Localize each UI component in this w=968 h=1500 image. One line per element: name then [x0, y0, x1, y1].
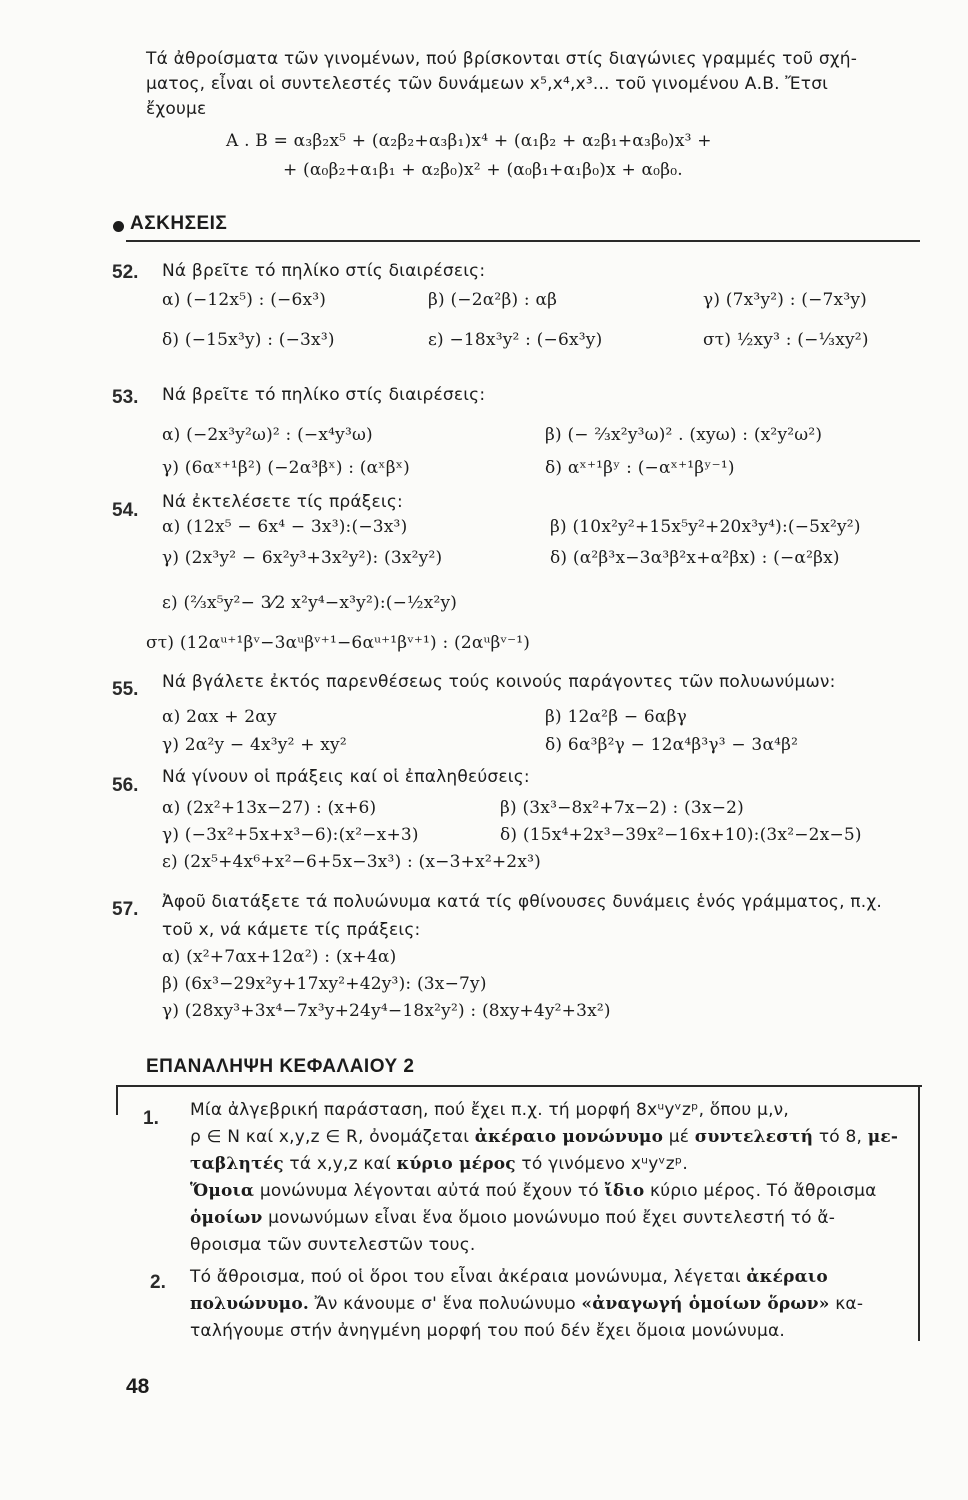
review-item-2-line-2: πολυώνυμο. Ἄν κάνουμε σ' ἕνα πολυώνυμο «ἀναγωγή ὁμοίων ὅρων» κα-	[190, 1294, 864, 1314]
product-formula-line-1: Α . Β = α₃β₂x⁵ + (α₂β₂+α₃β₁)x⁴ + (α₁β₂ + α₂β₁+α₃β₀)x³ +	[226, 131, 712, 151]
exercise-number-56: 56.	[112, 775, 139, 796]
review-item-2-line-1: Τό ἄθροισμα, πού οἱ ὅροι του εἶναι ἀκέραια μονώνυμα, λέγεται ἀκέραιο	[190, 1267, 828, 1287]
exercise-54-b: β) (10x²y²+15x⁵y²+20x³y⁴):(−5x²y²)	[550, 517, 861, 537]
exercise-55-a: α) 2αx + 2αy	[162, 707, 277, 727]
exercise-53-b: β) (− ⅔x²y³ω)² . (xyω) : (x²y²ω²)	[545, 425, 823, 445]
exercise-52-d: δ) (−15x³y) : (−3x³)	[162, 330, 335, 350]
intro-line-2: ματος, εἶναι οἱ συντελεστές τῶν δυνάμεων x⁵,x⁴,x³... τοῦ γινομένου Α.Β. Ἔτσι	[146, 74, 829, 94]
exercise-number-55: 55.	[112, 679, 139, 700]
exercise-57-c: γ) (28xy³+3x⁴−7x³y+24y⁴−18x²y²) : (8xy+4y²+3x²)	[162, 1001, 611, 1021]
review-item-number-2: 2.	[150, 1272, 166, 1293]
exercise-57-a: α) (x²+7αx+12α²) : (x+4α)	[162, 947, 397, 967]
review-box-top-border	[116, 1085, 922, 1087]
review-box-right-border	[918, 1085, 920, 1341]
review-item-1-line-4: Ὅμοια μονώνυμα λέγονται αὐτά πού ἔχουν τό ἴδιο κύριο μέρος. Τό ἄθροισμα	[190, 1181, 877, 1201]
exercise-54-st: στ) (12αᵘ⁺¹βᵛ−3αᵘβᵛ⁺¹−6αᵘ⁺¹βᵛ⁺¹) : (2αᵘβᵛ⁻¹)	[146, 633, 531, 653]
exercise-57-b: β) (6x³−29x²y+17xy²+42y³): (3x−7y)	[162, 974, 487, 994]
exercise-57-prompt-1: Ἀφοῦ διατάξετε τά πολυώνυμα κατά τίς φθίνουσες δυνάμεις ἑνός γράμματος, π.χ.	[162, 892, 882, 912]
intro-line-3: ἔχουμε	[146, 99, 207, 119]
exercises-heading: ΑΣΚΗΣΕΙΣ	[130, 213, 228, 234]
exercise-55-prompt: Νά βγάλετε ἐκτός παρενθέσεως τούς κοινούς παράγοντες τῶν πολυωνύμων:	[162, 672, 836, 692]
review-item-1-line-2: ρ ∈ N καί x,y,z ∈ R, ὀνομάζεται ἀκέραιο μονώνυμο μέ συντελεστή τό 8, με-	[190, 1127, 899, 1147]
exercise-53-prompt: Νά βρεῖτε τό πηλίκο στίς διαιρέσεις:	[162, 385, 486, 405]
exercise-54-e: ε) (⅔x⁵y²− 3⁄2 x²y⁴−x³y²):(−½x²y)	[162, 593, 458, 613]
exercise-56-a: α) (2x²+13x−27) : (x+6)	[162, 798, 377, 818]
exercise-53-c: γ) (6αˣ⁺¹β²) (−2α³βˣ) : (αˣβˣ)	[162, 458, 410, 478]
exercise-52-a: α) (−12x⁵) : (−6x³)	[162, 290, 327, 310]
review-heading: ΕΠΑΝΑΛΗΨΗ ΚΕΦΑΛΑΙΟΥ 2	[146, 1056, 415, 1077]
exercise-53-a: α) (−2x³y²ω)² : (−x⁴y³ω)	[162, 425, 373, 445]
exercise-54-a: α) (12x⁵ − 6x⁴ − 3x³):(−3x³)	[162, 517, 408, 537]
exercise-52-c: γ) (7x³y²) : (−7x³y)	[703, 290, 867, 310]
exercise-number-54: 54.	[112, 500, 139, 521]
page-number: 48	[126, 1375, 150, 1398]
review-item-2-line-3: ταλήγουμε στήν ἀνηγμένη μορφή του πού δέν ἔχει ὅμοια μονώνυμα.	[190, 1321, 785, 1341]
review-item-1-line-1: Μία ἀλγεβρική παράσταση, πού ἔχει π.χ. τή μορφή 8xᵘyᵛzᵖ, ὅπου μ,ν,	[190, 1100, 789, 1120]
exercise-55-d: δ) 6α³β²γ − 12α⁴β³γ³ − 3α⁴β²	[545, 735, 799, 755]
section-rule	[126, 240, 920, 242]
exercise-54-prompt: Νά ἐκτελέσετε τίς πράξεις:	[162, 492, 403, 512]
exercise-56-b: β) (3x³−8x²+7x−2) : (3x−2)	[500, 798, 744, 818]
intro-line-1: Τά ἀθροίσματα τῶν γινομένων, πού βρίσκονται στίς διαγώνιες γραμμές τοῦ σχή-	[146, 49, 858, 69]
review-item-1-line-5: ὁμοίων μονωνύμων εἶναι ἕνα ὅμοιο μονώνυμο πού ἔχει συντελεστή τό ἄ-	[190, 1208, 836, 1228]
exercise-56-d: δ) (15x⁴+2x³−39x²−16x+10):(3x²−2x−5)	[500, 825, 862, 845]
exercise-56-c: γ) (−3x²+5x+x³−6):(x²−x+3)	[162, 825, 419, 845]
exercise-54-d: δ) (α²β³x−3α³β²x+α²βx) : (−α²βx)	[550, 548, 840, 568]
exercise-52-b: β) (−2α²β) : αβ	[428, 290, 558, 310]
exercise-52-st: στ) ½xy³ : (−⅓xy²)	[703, 330, 869, 350]
exercise-53-d: δ) αˣ⁺¹βʸ : (−αˣ⁺¹βʸ⁻¹)	[545, 458, 735, 478]
review-item-1-line-3: ταβλητές τά x,y,z καί κύριο μέρος τό γινόμενο xᵘyᵛzᵖ.	[190, 1154, 688, 1174]
review-item-number-1: 1.	[143, 1108, 159, 1129]
exercise-number-57: 57.	[112, 899, 139, 920]
product-formula-line-2: + (α₀β₂+α₁β₁ + α₂β₀)x² + (α₀β₁+α₁β₀)x + α₀β₀.	[283, 160, 683, 180]
review-item-1-line-6: θροισμα τῶν συντελεστῶν τους.	[190, 1235, 476, 1255]
exercise-number-52: 52.	[112, 262, 139, 283]
exercise-52-prompt: Νά βρεῖτε τό πηλίκο στίς διαιρέσεις:	[162, 261, 486, 281]
exercise-55-c: γ) 2α²y − 4x³y² + xy²	[162, 735, 347, 755]
exercise-56-e: ε) (2x⁵+4x⁶+x²−6+5x−3x³) : (x−3+x²+2x³)	[162, 852, 541, 872]
exercise-57-prompt-2: τοῦ x, νά κάμετε τίς πράξεις:	[162, 920, 421, 940]
exercise-number-53: 53.	[112, 387, 139, 408]
exercise-55-b: β) 12α²β − 6αβγ	[545, 707, 687, 727]
bullet-icon	[113, 221, 124, 232]
exercise-54-c: γ) (2x³y² − 6x²y³+3x²y²): (3x²y²)	[162, 548, 443, 568]
review-box-left-tick	[116, 1085, 118, 1115]
exercise-52-e: ε) −18x³y² : (−6x³y)	[428, 330, 603, 350]
exercise-56-prompt: Νά γίνουν οἱ πράξεις καί οἱ ἐπαληθεύσεις:	[162, 767, 530, 787]
